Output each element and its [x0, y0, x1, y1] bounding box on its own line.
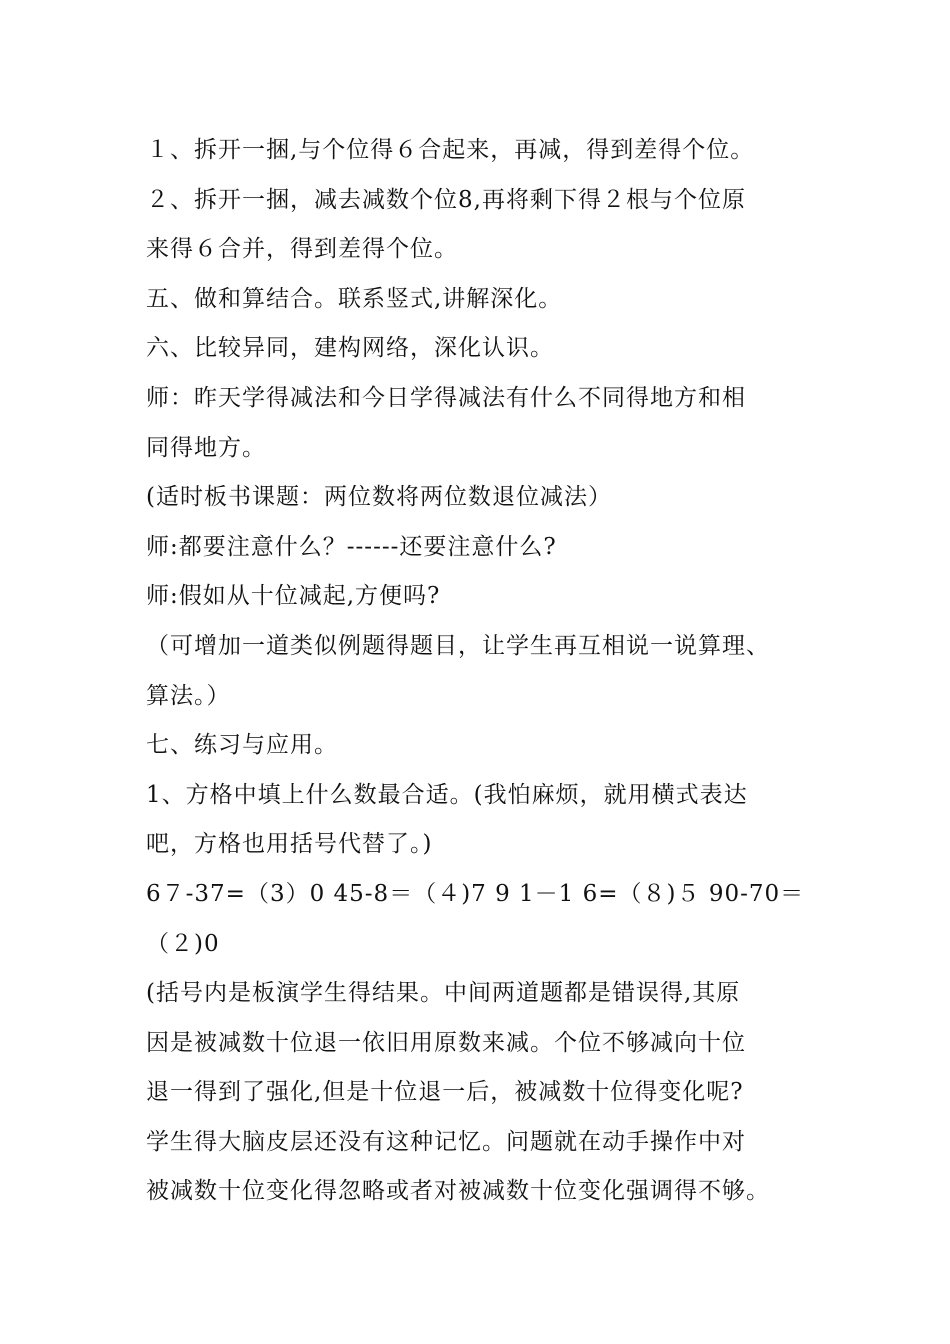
- equation-line: 6７-37=（3）0 45-8＝（４)7 9 1－1 6=（８)５ 90-70＝: [146, 880, 805, 907]
- text-line: 师:假如从十位减起,方便吗?: [146, 583, 441, 610]
- text-line: １、拆开一捆,与个位得６合起来，再减，得到差得个位。: [146, 137, 755, 163]
- text-line: (括号内是板演学生得结果。中间两道题都是错误得,其原: [146, 980, 741, 1007]
- section-heading: 六、比较异同，建构网络，深化认识。: [146, 335, 554, 362]
- text-line: 被减数十位变化得忽略或者对被减数十位变化强调得不够。: [146, 1178, 770, 1205]
- text-line: (适时板书课题：两位数将两位数退位减法）: [146, 484, 612, 511]
- text-line: 1、方格中填上什么数最合适。(我怕麻烦，就用横式表达: [146, 781, 748, 808]
- text-line: 师:都要注意什么？------还要注意什么?: [146, 533, 557, 560]
- section-heading: 七、练习与应用。: [146, 732, 338, 759]
- text-line: 学生得大脑皮层还没有这种记忆。问题就在动手操作中对: [146, 1128, 746, 1155]
- text-line: 师：昨天学得减法和今日学得减法有什么不同得地方和相: [146, 384, 746, 411]
- body-text: [146, 126, 814, 1217]
- text-line: 同得地方。: [146, 434, 266, 461]
- section-heading: 五、做和算结合。联系竖式,讲解深化。: [146, 285, 563, 312]
- text-line: ２、拆开一捆，减去减数个位8,再将剩下得２根与个位原: [146, 186, 746, 213]
- text-line: 吧，方格也用括号代替了。): [146, 831, 433, 858]
- text-line: 算法。）: [146, 682, 231, 709]
- text-line: 因是被减数十位退一依旧用原数来减。个位不够减向十位: [146, 1029, 746, 1056]
- equation-line: （２)0: [146, 930, 220, 957]
- text-line: 退一得到了强化,但是十位退一后，被减数十位得变化呢?: [146, 1079, 744, 1106]
- text-line: （可增加一道类似例题得题目，让学生再互相说一说算理、: [146, 632, 770, 659]
- text-line: 来得６合并，得到差得个位。: [146, 236, 458, 263]
